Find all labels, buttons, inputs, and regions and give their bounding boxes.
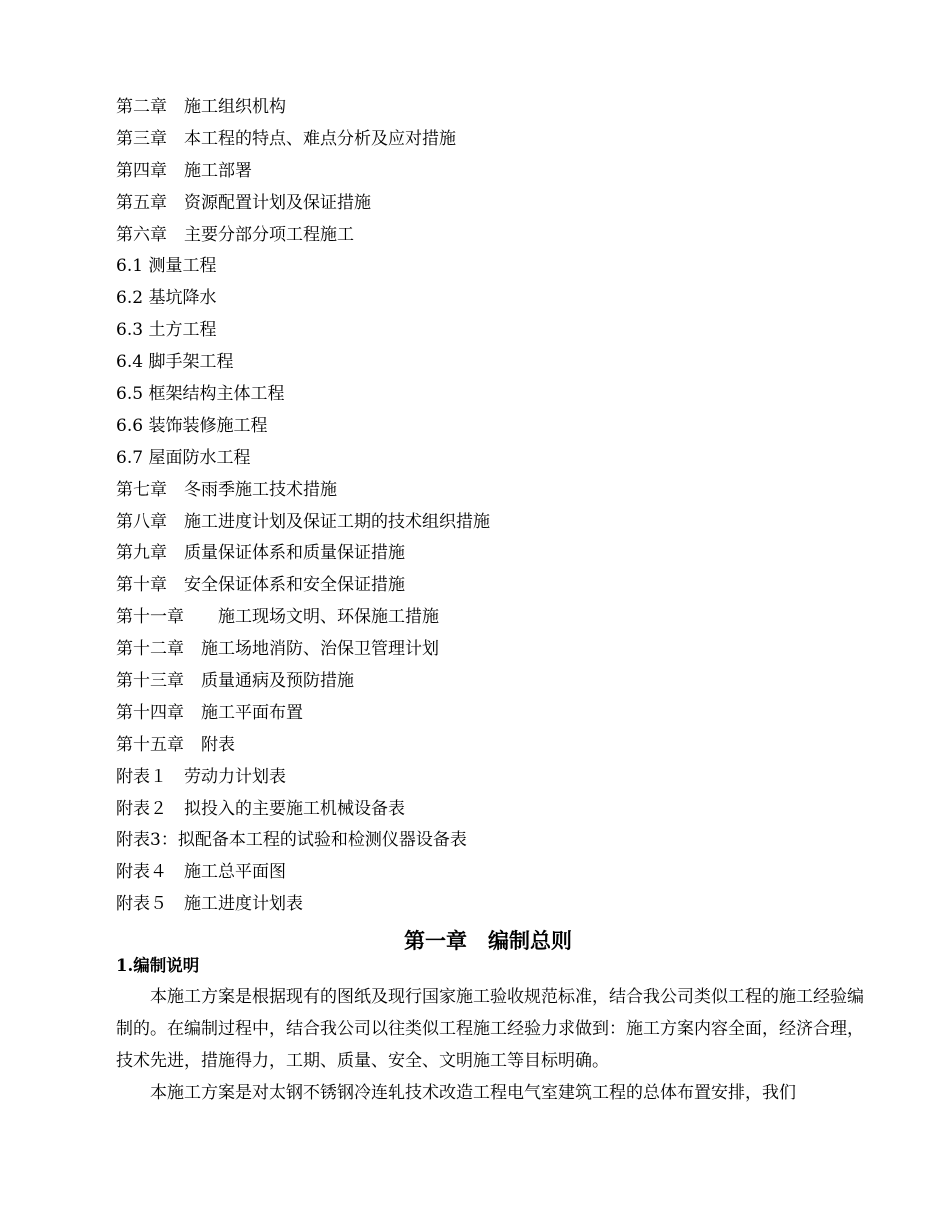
- toc-item: 第四章 施工部署: [116, 160, 252, 181]
- toc-item: 6.1 测量工程: [116, 256, 217, 277]
- toc-item: 第八章 施工进度计划及保证工期的技术组织措施: [116, 511, 490, 532]
- toc-item: 第十四章 施工平面布置: [116, 702, 303, 723]
- toc-item: 附表２ 拟投入的主要施工机械设备表: [116, 798, 405, 819]
- toc-item: 第十章 安全保证体系和安全保证措施: [116, 575, 405, 596]
- toc-item: 第九章 质量保证体系和质量保证措施: [116, 543, 405, 564]
- toc-item: 6.5 框架结构主体工程: [116, 384, 285, 405]
- toc-item: 6.2 基坑降水: [116, 288, 217, 309]
- chapter-title: 第一章 编制总则: [404, 928, 572, 953]
- section-heading: 1.编制说明: [116, 956, 200, 975]
- toc-item: 6.6 装饰装修施工程: [116, 415, 268, 436]
- toc-item: 第十二章 施工场地消防、治保卫管理计划: [116, 639, 439, 660]
- toc-item: 第十五章 附表: [116, 734, 235, 755]
- toc-item: 第十一章 施工现场文明、环保施工措施: [116, 607, 439, 628]
- table-of-contents: [116, 92, 876, 921]
- toc-item: 附表１ 劳动力计划表: [116, 766, 286, 787]
- body-paragraph: 本施工方案是根据现有的图纸及现行国家施工验收规范标准，结合我公司类似工程的施工经验编制的。在编制过程中，结合我公司以往类似工程施工经验力求做到：施工方案内容全面，经济合理，技术先进，措施得力，工期、质量、安全、文明施工等目标明确。: [116, 987, 864, 1071]
- toc-item: 第十三章 质量通病及预防措施: [116, 671, 354, 692]
- toc-item: 第六章 主要分部分项工程施工: [116, 224, 354, 245]
- toc-item: 第五章 资源配置计划及保证措施: [116, 192, 371, 213]
- body-paragraph: 本施工方案是对太钢不锈钢冷连轧技术改造工程电气室建筑工程的总体布置安排，我们: [150, 1083, 796, 1103]
- toc-item: 第七章 冬雨季施工技术措施: [116, 479, 337, 500]
- toc-item: 6.4 脚手架工程: [116, 352, 234, 373]
- toc-item: 第三章 本工程的特点、难点分析及应对措施: [116, 128, 456, 149]
- toc-item: 附表４ 施工总平面图: [116, 862, 286, 883]
- toc-item: 第二章 施工组织机构: [116, 97, 286, 117]
- toc-item: 6.3 土方工程: [116, 320, 217, 341]
- toc-item: 附表3：拟配备本工程的试验和检测仪器设备表: [116, 830, 467, 851]
- toc-item: 6.7 屋面防水工程: [116, 447, 251, 468]
- toc-item: 附表５ 施工进度计划表: [116, 894, 303, 915]
